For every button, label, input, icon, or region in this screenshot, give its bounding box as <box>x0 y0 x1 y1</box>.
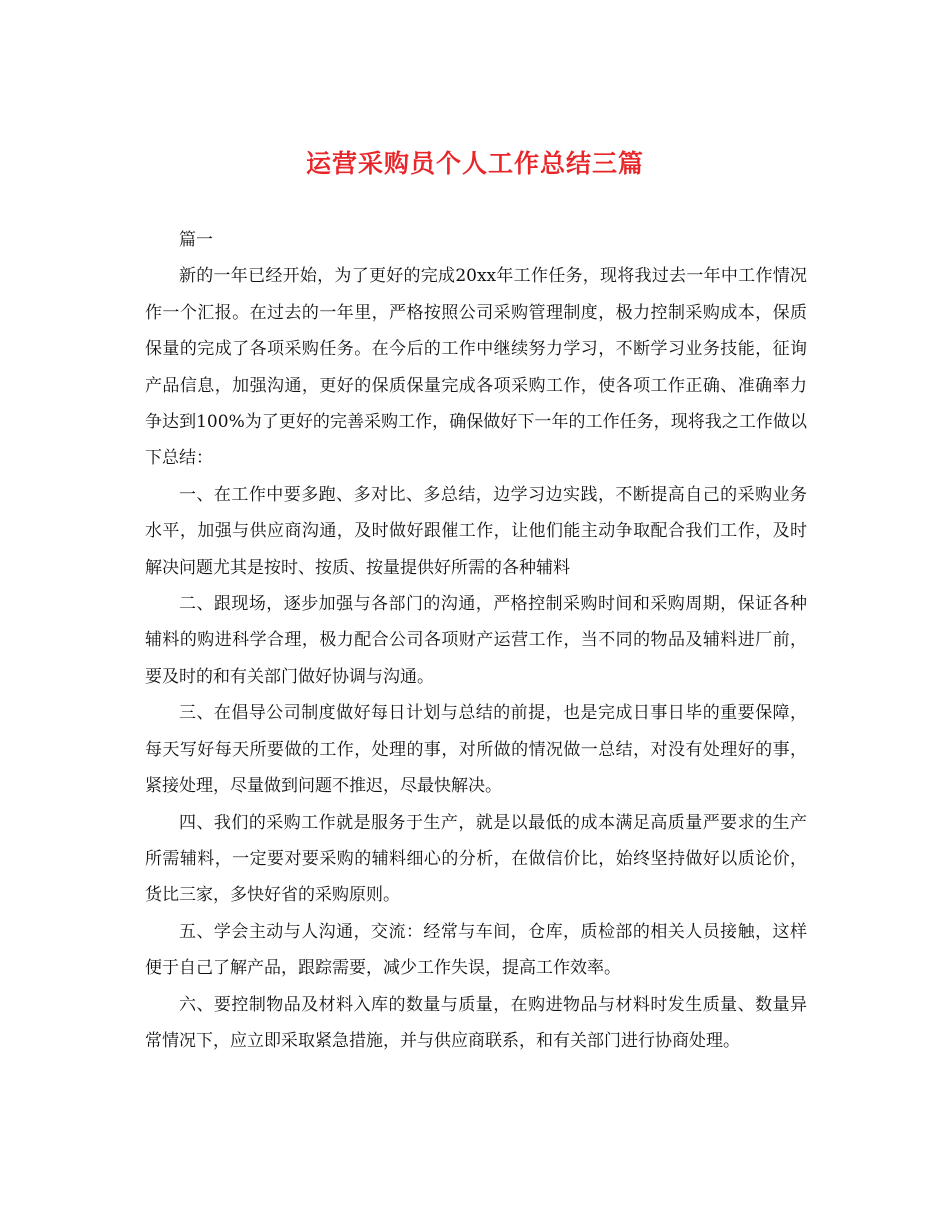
intro-paragraph: 新的一年已经开始，为了更好的完成20xx年工作任务，现将我过去一年中工作情况作一个汇报。在过去的一年里，严格按照公司采购管理制度，极力控制采购成本，保质保量的完成了各项采购任务。在今后的工作中继续努力学习，不断学习业务技能，征询产品信息，加强沟通，更好的保质保量完成各项采购工作，使各项工作正确、准确率力争达到100%为了更好的完善采购工作，确保做好下一年的工作任务，现将我之工作做以下总结： <box>145 266 807 469</box>
document-title: 运营采购员个人工作总结三篇 <box>305 149 644 178</box>
point-one-paragraph: 一、在工作中要多跑、多对比、多总结，边学习边实践，不断提高自己的采购业务水平，加强与供应商沟通，及时做好跟催工作，让他们能主动争取配合我们工作，及时解决问题尤其是按时、按质、按量提供好所需的各种辅料 <box>145 484 807 578</box>
point-six-paragraph: 六、要控制物品及材料入库的数量与质量，在购进物品与材料时发生质量、数量异常情况下，应立即采取紧急措施，并与供应商联系，和有关部门进行协商处理。 <box>145 994 807 1051</box>
point-four-paragraph: 四、我们的采购工作就是服务于生产，就是以最低的成本满足高质量严要求的生产所需辅料，一定要对要采购的辅料细心的分析，在做信价比，始终坚持做好以质论价，货比三家，多快好省的采购原则。 <box>145 812 807 906</box>
section-heading: 篇一 <box>179 230 213 250</box>
point-three-paragraph: 三、在倡导公司制度做好每日计划与总结的前提，也是完成日事日毕的重要保障，每天写好每天所要做的工作，处理的事，对所做的情况做一总结，对没有处理好的事，紧接处理，尽量做到问题不推迟，尽最快解决。 <box>145 703 807 797</box>
document-body <box>145 222 807 1059</box>
point-five-paragraph: 五、学会主动与人沟通，交流：经常与车间，仓库，质检部的相关人员接触，这样便于自己了解产品，跟踪需要，减少工作失误，提高工作效率。 <box>145 921 807 979</box>
point-two-paragraph: 二、跟现场，逐步加强与各部门的沟通，严格控制采购时间和采购周期，保证各种辅料的购进科学合理，极力配合公司各项财产运营工作，当不同的物品及辅料进厂前，要及时的和有关部门做好协调与沟通。 <box>145 594 807 687</box>
